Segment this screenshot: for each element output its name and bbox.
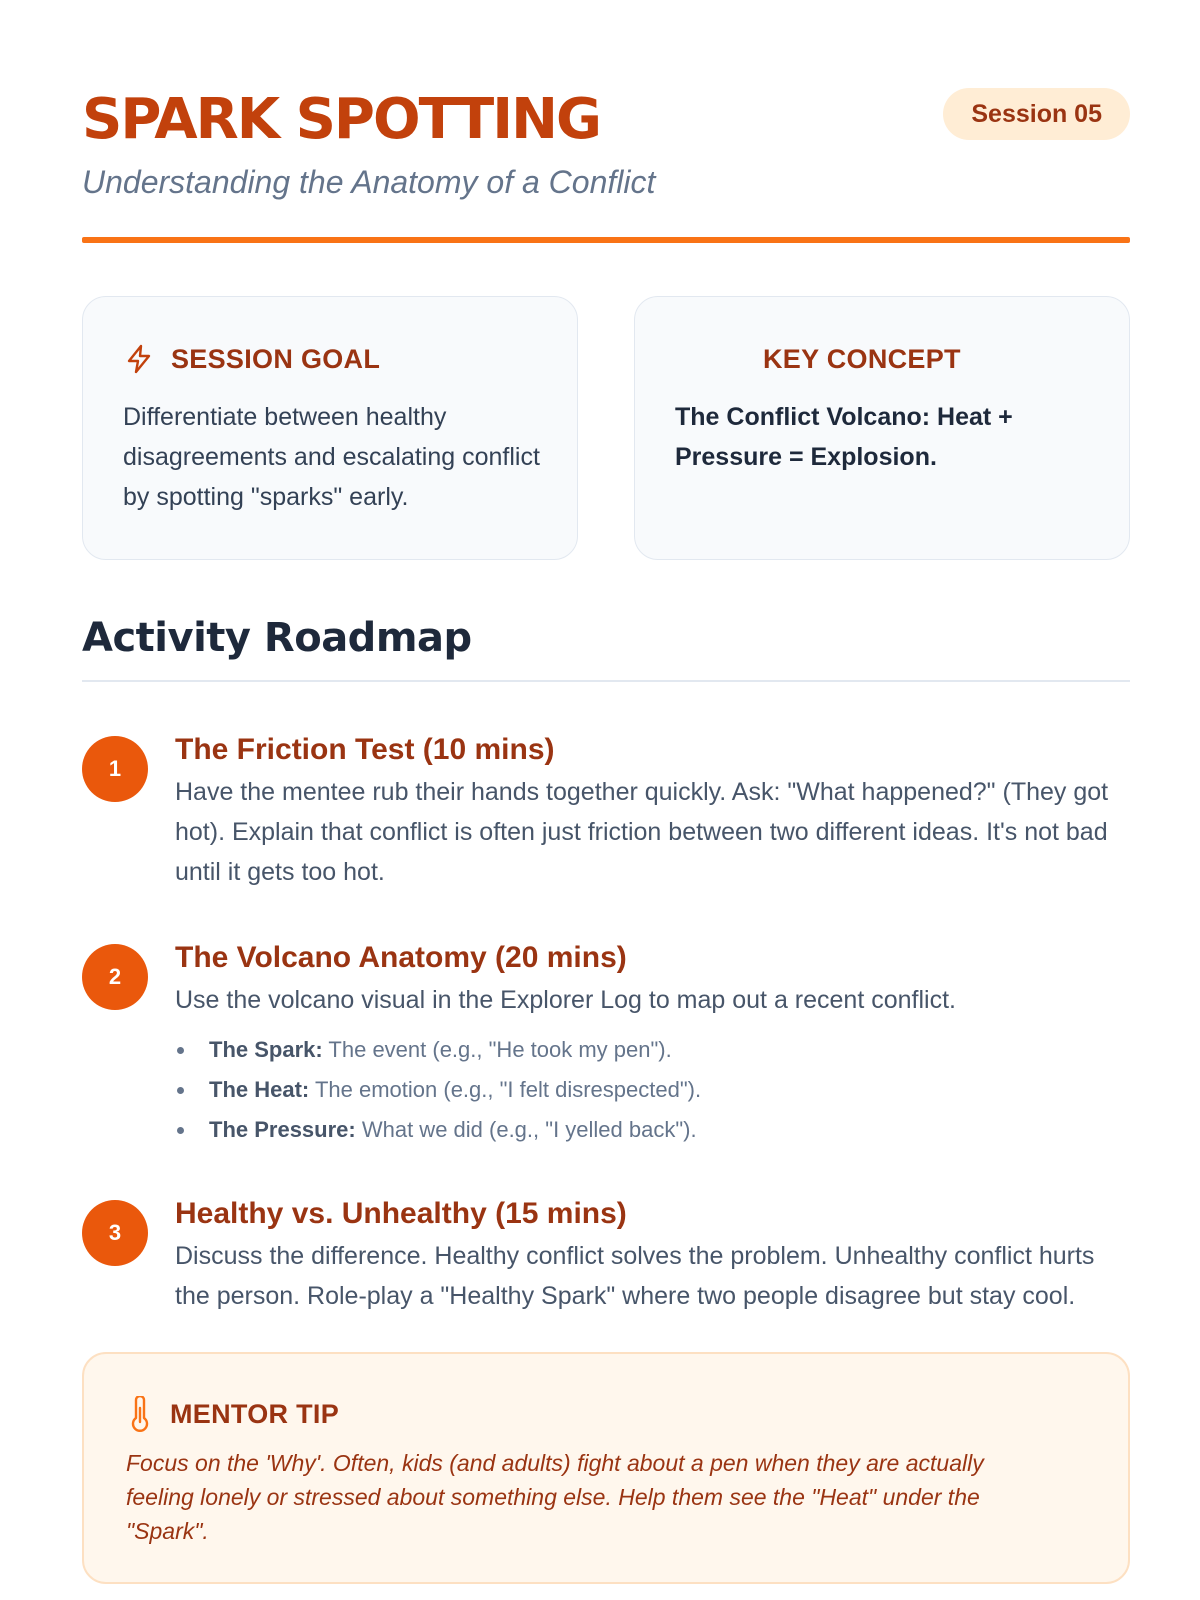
bullet-term: The Pressure: — [209, 1117, 356, 1142]
step-content — [175, 728, 1130, 892]
key-concept-card — [634, 296, 1130, 560]
step-description: Have the mentee rub their hands together quickly. Ask: "What happened?" (They got hot). Explain that conflict is often just friction between two different ideas. It's not bad until it gets too hot. — [175, 778, 1109, 886]
bullet-text: The emotion (e.g., "I felt disrespected"). — [309, 1077, 702, 1102]
mentor-tip-box — [82, 1352, 1130, 1584]
volcano-parts-list — [175, 1030, 1130, 1150]
key-concept-text: The Conflict Volcano: Heat + Pressure = Explosion. — [675, 403, 1013, 471]
step-number-badge: 3 — [82, 1200, 148, 1266]
step-title: Healthy vs. Unhealthy (15 mins) — [175, 1197, 627, 1230]
step-content — [175, 1192, 1130, 1316]
step-title: The Friction Test (10 mins) — [175, 733, 555, 766]
list-item — [175, 1070, 1130, 1110]
key-concept-label: KEY CONCEPT — [763, 344, 961, 374]
step-number-badge: 1 — [82, 736, 148, 802]
step-title: The Volcano Anatomy (20 mins) — [175, 941, 627, 974]
step-number-badge: 2 — [82, 944, 148, 1010]
worksheet-page — [82, 0, 1130, 1600]
step-content — [175, 936, 1130, 1150]
roadmap-title: Activity Roadmap — [82, 615, 472, 661]
step-description: Use the volcano visual in the Explorer Log to map out a recent conflict. — [175, 986, 956, 1014]
mentor-tip-text: Focus on the 'Why'. Often, kids (and adults) fight about a pen when they are actually feeling lonely or stressed about something else. Help them see the "Heat" under the "Spark". — [126, 1450, 984, 1544]
session-badge: Session 05 — [943, 88, 1130, 140]
thermometer-icon — [126, 1396, 154, 1432]
session-goal-label: SESSION GOAL — [171, 344, 381, 374]
session-goal-text: Differentiate between healthy disagreements and escalating conflict by spotting "sparks" early. — [123, 403, 540, 511]
lightning-icon — [123, 343, 155, 375]
bullet-text: What we did (e.g., "I yelled back"). — [355, 1117, 697, 1142]
list-item — [175, 1030, 1130, 1070]
mentor-tip-label: MENTOR TIP — [170, 1398, 340, 1429]
page-title: SPARK SPOTTING — [82, 87, 600, 152]
list-item — [175, 1110, 1130, 1150]
session-goal-card — [82, 296, 578, 560]
mentor-tip-header — [126, 1394, 339, 1434]
step-description: Discuss the difference. Healthy conflict solves the problem. Unhealthy conflict hurts the person. Role-play a "Healthy Spark" where two people disagree but stay cool. — [175, 1242, 1095, 1310]
bullet-term: The Heat: — [209, 1077, 310, 1102]
roadmap-divider — [82, 680, 1130, 682]
page-subtitle: Understanding the Anatomy of a Conflict — [82, 164, 656, 200]
bullet-term: The Spark: — [209, 1037, 323, 1062]
page-header — [82, 82, 1130, 242]
session-goal-header — [123, 339, 380, 379]
bullet-text: The event (e.g., "He took my pen"). — [322, 1037, 672, 1062]
key-concept-header — [675, 339, 961, 379]
header-divider — [82, 237, 1130, 243]
